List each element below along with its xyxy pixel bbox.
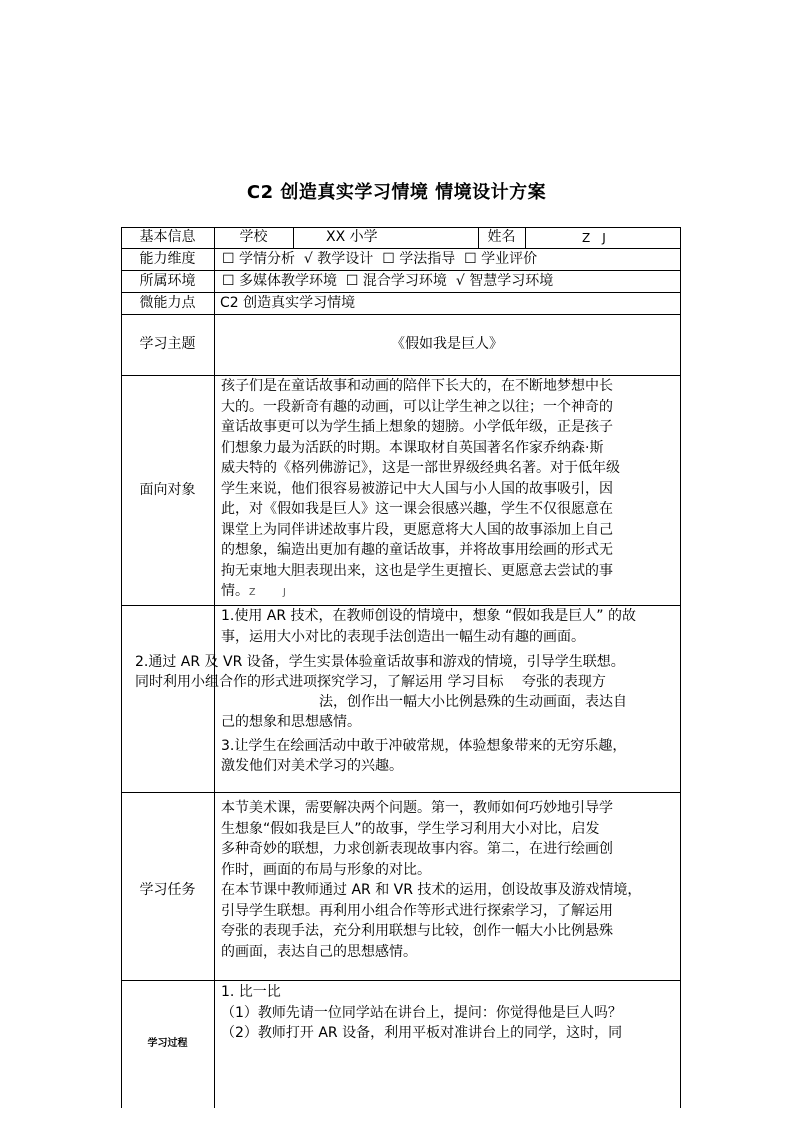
text-line: 在本节课中教师通过 AR 和 VR 技术的运用，创设故事及游戏情境， xyxy=(221,882,642,898)
micro-value: C2 创造真实学习情境 xyxy=(220,295,356,311)
environment-option: ☐ 混合学习环境 xyxy=(345,273,447,289)
goals-line-3a: 3.让学生在绘画活动中敢于冲破常规，体验想象带来的无穷乐趣， xyxy=(221,738,627,754)
row-label-environment: 所属环境 xyxy=(139,273,196,289)
row-label-dimension: 能力维度 xyxy=(139,251,196,267)
text-line: 们想象力最为活跃的时期。本课取材自英国著名作家乔纳森·斯 xyxy=(221,439,604,456)
row-label-topic: 学习主题 xyxy=(139,336,196,352)
text-line: 孩子们是在童话故事和动画的陪伴下长大的，在不断地梦想中长 xyxy=(221,378,613,394)
goals-line-2b xyxy=(135,672,606,692)
text-line: 事，运用大小对比的表现手法创造出一幅生动有趣的画面。 xyxy=(221,628,585,645)
dimension-option: √ 教学设计 xyxy=(303,251,374,267)
row-label-basic: 基本信息 xyxy=(139,229,196,245)
name-value: Z J xyxy=(582,231,606,245)
row-label-tasks: 学习任务 xyxy=(139,882,196,898)
text-line: 学生来说，他们很容易被游记中大人国与小人国的故事吸引，因 xyxy=(221,480,613,497)
dimension-options xyxy=(222,249,537,269)
watermark-text: Z J xyxy=(249,587,295,598)
process-text xyxy=(221,982,679,1044)
goals-line-3b: 激发他们对美术学习的兴趣。 xyxy=(221,758,403,774)
text-line: 的想象，编造出更加有趣的童话故事，并将故事用绘画的形式无 xyxy=(221,542,613,558)
text-line: 大的。一段新奇有趣的动画，可以让学生神之以往；一个神奇的 xyxy=(221,398,613,415)
environment-option: ☐ 多媒体教学环境 xyxy=(222,273,338,289)
school-label: 学校 xyxy=(239,229,268,245)
text-line xyxy=(221,581,679,604)
dimension-option: ☐ 学情分析 xyxy=(222,251,296,267)
text-line: 引导学生联想。再利用小组合作等形式进行探索学习，了解运用 xyxy=(221,902,613,919)
text-line: 拘无束地大胆表现出来，这也是学生更擅长、更愿意去尝试的事 xyxy=(221,562,613,579)
text-line: 作时，画面的布局与形象的对比。 xyxy=(221,861,431,878)
tasks-para-2 xyxy=(221,880,691,962)
text-line: 的画面，表达自己的思想感情。 xyxy=(221,943,417,960)
name-label: 姓名 xyxy=(487,229,516,245)
text-line-end: 情。 xyxy=(221,583,249,599)
text-line: 1.使用 AR 技术，在教师创设的情境中，想象 “假如我是巨人” 的故 xyxy=(221,608,636,624)
text-line: 多种奇妙的联想，力求创新表现故事内容。第二，在进行绘画创 xyxy=(221,841,613,857)
goals-text xyxy=(221,606,691,647)
environment-options xyxy=(222,271,553,291)
row-label-micro: 微能力点 xyxy=(139,295,196,311)
text-line: 本节美术课，需要解决两个问题。第一，教师如何巧妙地引导学 xyxy=(221,800,613,816)
row-label-process: 学习过程 xyxy=(147,1038,188,1049)
text-line: 童话故事更可以为学生插上想象的翅膀。小学低年级，正是孩子 xyxy=(221,419,613,435)
text-line: （1）教师先请一位同学站在讲台上，提问：你觉得他是巨人吗？ xyxy=(221,1004,622,1021)
topic-value: 《假如我是巨人》 xyxy=(391,336,503,352)
row-label-goals: 学习目标 xyxy=(447,674,504,690)
goals-line-2d: 己的想象和思想感情。 xyxy=(221,714,361,730)
goals-line-2b-end: 夸张的表现方 xyxy=(521,674,606,690)
text-line: 1. 比一比 xyxy=(221,984,281,1000)
text-line: 生想象“假如我是巨人”的故事，学生学习利用大小对比，启发 xyxy=(221,820,600,837)
text-line: 课堂上为同伴讲述故事片段，更愿意将大人国的故事添加上自己 xyxy=(221,521,613,538)
dimension-option: ☐ 学法指导 xyxy=(382,251,456,267)
text-line: 此，对《假如我是巨人》这一课会很感兴趣，学生不仅很愿意在 xyxy=(221,501,613,517)
environment-option: √ 智慧学习环境 xyxy=(455,273,554,289)
text-line: （2）教师打开 AR 设备，利用平板对准讲台上的同学，这时，同 xyxy=(221,1025,623,1041)
goals-line-2a: 2.通过 AR 及 VR 设备，学生实景体验童话故事和游戏的情境，引导学生联想。 xyxy=(135,654,625,670)
row-label-audience: 面向对象 xyxy=(139,482,196,498)
page-title: C2 创造真实学习情境 情境设计方案 xyxy=(246,182,547,203)
tasks-para-1 xyxy=(221,798,679,880)
dimension-option: ☐ 学业评价 xyxy=(464,251,538,267)
text-line: 威夫特的《格列佛游记》，这是一部世界级经典名著。对于低年级 xyxy=(221,460,620,476)
goals-line-2c: 法，创作出一幅大小比例悬殊的生动画面，表达自 xyxy=(319,694,627,710)
goals-line-2b-text: 同时利用小组合作的形式进项探究学习，了解运用 xyxy=(135,674,443,690)
text-line: 夸张的表现手法，充分利用联想与比较，创作一幅大小比例悬殊 xyxy=(221,923,613,939)
audience-text xyxy=(221,376,679,604)
school-value: XX 小学 xyxy=(326,229,378,245)
